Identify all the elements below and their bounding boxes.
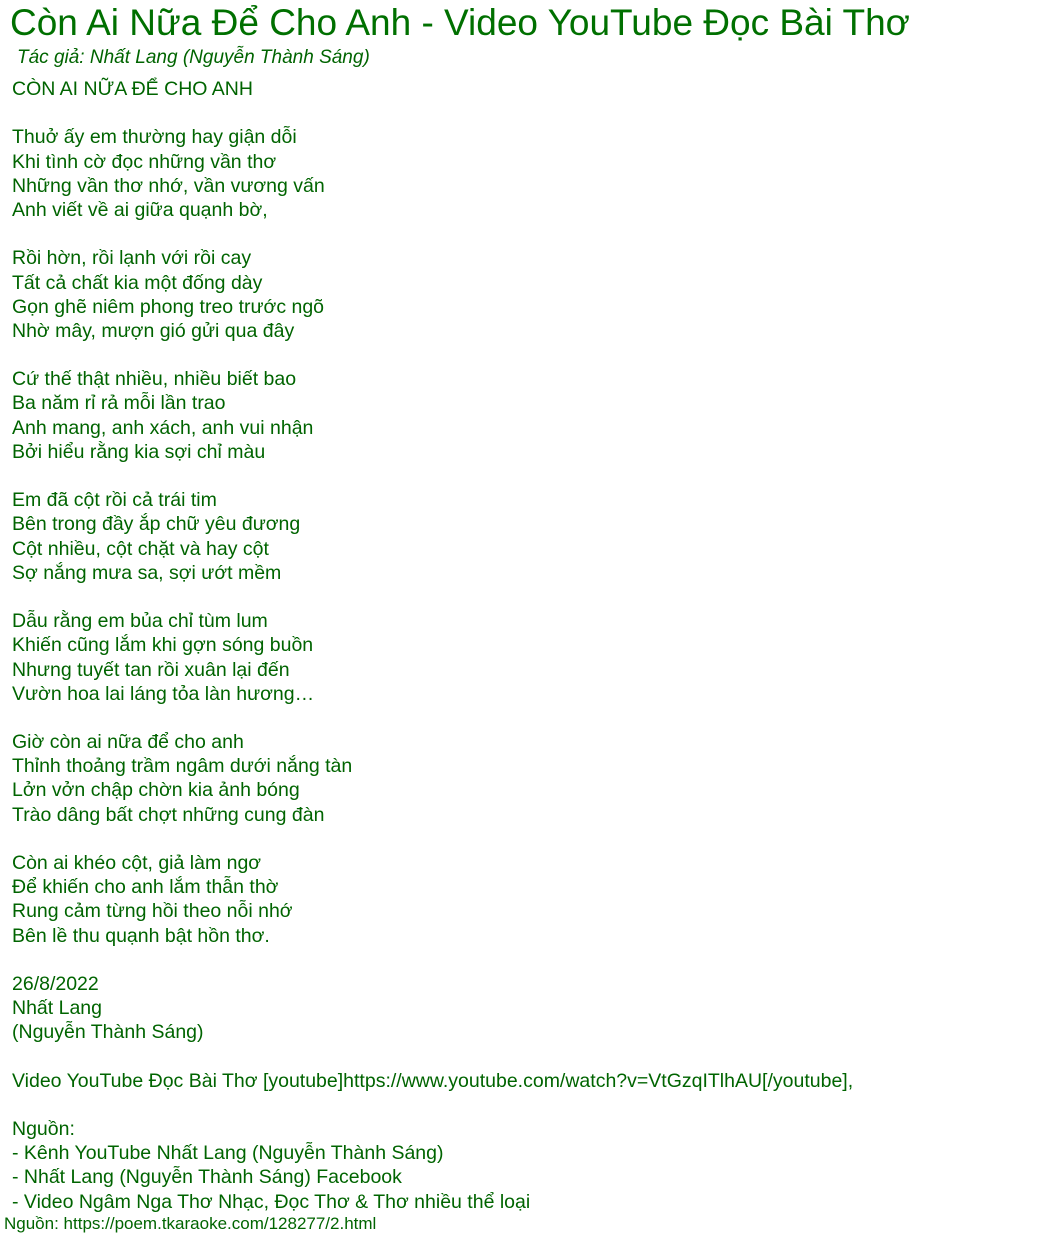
- blank-line: [12, 343, 1032, 367]
- text-line: Nguồn:: [12, 1118, 75, 1141]
- text-line: Bởi hiểu rằng kia sợi chỉ màu: [12, 440, 266, 463]
- text-line: Nhất Lang: [12, 997, 102, 1020]
- blank-line: [12, 706, 1032, 730]
- text-line: CÒN AI NỮA ĐỂ CHO ANH: [12, 78, 253, 100]
- text-line: Bên lề thu quạnh bật hồn thơ.: [12, 924, 270, 947]
- blank-line: [12, 101, 1032, 125]
- text-line: Rồi hờn, rồi lạnh với rồi cay: [12, 247, 252, 270]
- text-line: Còn ai khéo cột, giả làm ngơ: [12, 852, 262, 874]
- text-line: 26/8/2022: [12, 972, 99, 995]
- text-line: Những vần thơ nhớ, vần vương vấn: [12, 174, 325, 197]
- poem-body: [12, 77, 1032, 1214]
- text-line: Ba năm rỉ rả mỗi lần trao: [12, 392, 226, 415]
- poem-title: Còn Ai Nữa Để Cho Anh - Video YouTube Đọc Bài Thơ: [10, 2, 910, 43]
- blank-line: [12, 827, 1032, 851]
- text-line: Video YouTube Đọc Bài Thơ [youtube]https://www.youtube.com/watch?v=VtGzqITlhAU[/youtube],: [12, 1069, 854, 1092]
- blank-line: [12, 222, 1032, 246]
- text-line: Rung cảm từng hồi theo nỗi nhớ: [12, 900, 293, 923]
- text-line: Thỉnh thoảng trầm ngâm dưới nắng tàn: [12, 755, 353, 778]
- text-line: Nhưng tuyết tan rồi xuân lại đến: [12, 658, 290, 681]
- text-line: Em đã cột rồi cả trái tim: [12, 489, 217, 512]
- text-line: Gọn ghẽ niêm phong treo trước ngõ: [12, 295, 325, 318]
- text-line: Thuở ấy em thường hay giận dỗi: [12, 126, 297, 149]
- blank-line: [12, 1045, 1032, 1069]
- text-line: Lởn vởn chập chờn kia ảnh bóng: [12, 779, 300, 802]
- text-line: Bên trong đầy ắp chữ yêu đương: [12, 513, 301, 536]
- blank-line: [12, 1093, 1032, 1117]
- text-line: Vườn hoa lai láng tỏa làn hương…: [12, 682, 315, 705]
- text-line: Nhờ mây, mượn gió gửi qua đây: [12, 319, 295, 342]
- text-line: Trào dâng bất chợt những cung đàn: [12, 803, 325, 826]
- text-line: Cứ thế thật nhiều, nhiều biết bao: [12, 368, 297, 391]
- text-line: (Nguyễn Thành Sáng): [12, 1021, 204, 1044]
- text-line: Dẫu rằng em bủa chỉ tùm lum: [12, 610, 268, 633]
- blank-line: [12, 464, 1032, 488]
- text-line: Khiến cũng lắm khi gợn sóng buồn: [12, 634, 314, 657]
- text-line: Giờ còn ai nữa để cho anh: [12, 731, 244, 754]
- text-line: Anh viết về ai giữa quạnh bờ,: [12, 198, 268, 221]
- text-line: - Video Ngâm Nga Thơ Nhạc, Đọc Thơ & Thơ nhiều thể loại: [12, 1190, 531, 1213]
- text-line: Cột nhiều, cột chặt và hay cột: [12, 537, 269, 560]
- text-line: Anh mang, anh xách, anh vui nhận: [12, 416, 314, 439]
- text-line: Sợ nắng mưa sa, sợi ướt mềm: [12, 561, 282, 584]
- text-line: - Nhất Lang (Nguyễn Thành Sáng) Facebook: [12, 1166, 402, 1189]
- text-line: Khi tình cờ đọc những vần thơ: [12, 150, 277, 173]
- source-footer: Nguồn: https://poem.tkaraoke.com/128277/2.html: [4, 1214, 377, 1233]
- author-line: Tác giả: Nhất Lang (Nguyễn Thành Sáng): [17, 47, 370, 68]
- blank-line: [12, 585, 1032, 609]
- text-line: Để khiến cho anh lắm thẫn thờ: [12, 876, 279, 899]
- text-line: - Kênh YouTube Nhất Lang (Nguyễn Thành Sáng): [12, 1142, 444, 1165]
- blank-line: [12, 948, 1032, 972]
- text-line: Tất cả chất kia một đống dày: [12, 271, 263, 294]
